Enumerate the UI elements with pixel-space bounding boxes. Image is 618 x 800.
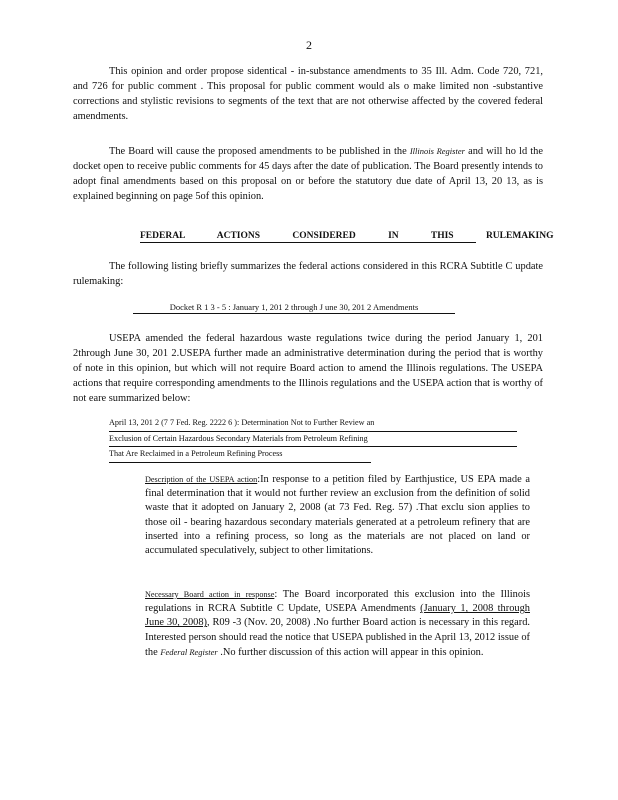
federal-action-heading	[109, 416, 517, 463]
necessary-action-text-2: , R09 -3 (Nov. 20, 2008) .No further Board action is necessary in this regard. Interested person should read the notice that USEPA published in the April 13, 2012 issue of the	[145, 617, 530, 658]
necessary-action-label: Necessary Board action in response	[145, 590, 275, 599]
publication-text-before: The Board will cause the proposed amendments to be published in the	[109, 146, 407, 157]
page-number: 2	[306, 38, 312, 52]
necessary-action-paragraph	[145, 588, 530, 660]
federal-action-heading-line: Exclusion of Certain Hazardous Secondary Materials from Petroleum Refining	[109, 432, 517, 448]
illinois-register-title: Illinois Register	[409, 146, 465, 156]
description-label: Description of the USEPA action	[145, 475, 258, 484]
federal-action-heading-line: April 13, 201 2 (7 7 Fed. Reg. 2222 6 ): Determination Not to Further Review an	[109, 416, 517, 432]
intro-paragraph: This opinion and order propose sidentical - in-substance amendments to 35 Ill. Adm. Code 720, 721, and 726 for public comment . This proposal for public comment would als o make limited non -substantive corrections and stylistic revisions to segments of the text that are not otherwise affected by the covered federal amendments.	[73, 66, 543, 122]
case-title-underlined: (January 1, 2008 through June 30, 2008)	[145, 603, 530, 629]
necessary-action-text: : The Board incorporated this exclusion into the Illinois regulations in RCRA Subtitle C Update, USEPA Amendments	[145, 589, 530, 615]
description-text: :In response to a petition filed by Earthjustice, US EPA made a final determination that it would not further review an exclusion from the definition of solid waste that it adopted on January 2, 2008 (at 73 Fed. Reg. 57) .That exclu sion applies to those oil - bearing hazardous secondary materials generated at a petroleum refinery that are inserted into a refining process, so long as the materials are not placed on land or accumulated speculatively, subject to other limitations.	[145, 474, 530, 557]
necessary-action-text-3: .No further discussion of this action will appear in this opinion.	[220, 646, 484, 658]
listing-paragraph: The following listing briefly summarizes the federal actions considered in this RCRA Subtitle C update rulemaking:	[73, 261, 543, 287]
federal-register-title: Federal Register	[160, 646, 218, 657]
description-paragraph	[145, 473, 530, 558]
publication-text-after: and will ho ld the docket open to receive public comments for 45 days after the date of publication. The Board presently intends to adopt final amendments based on this proposal on or before the statutory due date of April 13, 20 13, as is explained beginning on page 5of this opinion.	[73, 146, 543, 202]
publication-paragraph	[73, 144, 543, 204]
docket-heading: Docket R 1 3 - 5 : January 1, 201 2 through J une 30, 201 2 Amendments	[133, 302, 455, 314]
section-heading: FEDERAL ACTIONS CONSIDERED IN THIS RULEMAKING	[140, 231, 554, 241]
usepa-paragraph: USEPA amended the federal hazardous waste regulations twice during the period January 1, 201 2through June 30, 201 2.USEPA further made an administrative determination during the period that is worthy of note in this opinion, but which will not require Board action to amend the Illinois regulations. The USEPA actions that require corresponding amendments to the Illinois regulations and the USEPA action that is worthy of not eare summarized below:	[73, 333, 543, 404]
federal-action-heading-line: That Are Reclaimed in a Petroleum Refining Process	[109, 447, 371, 463]
